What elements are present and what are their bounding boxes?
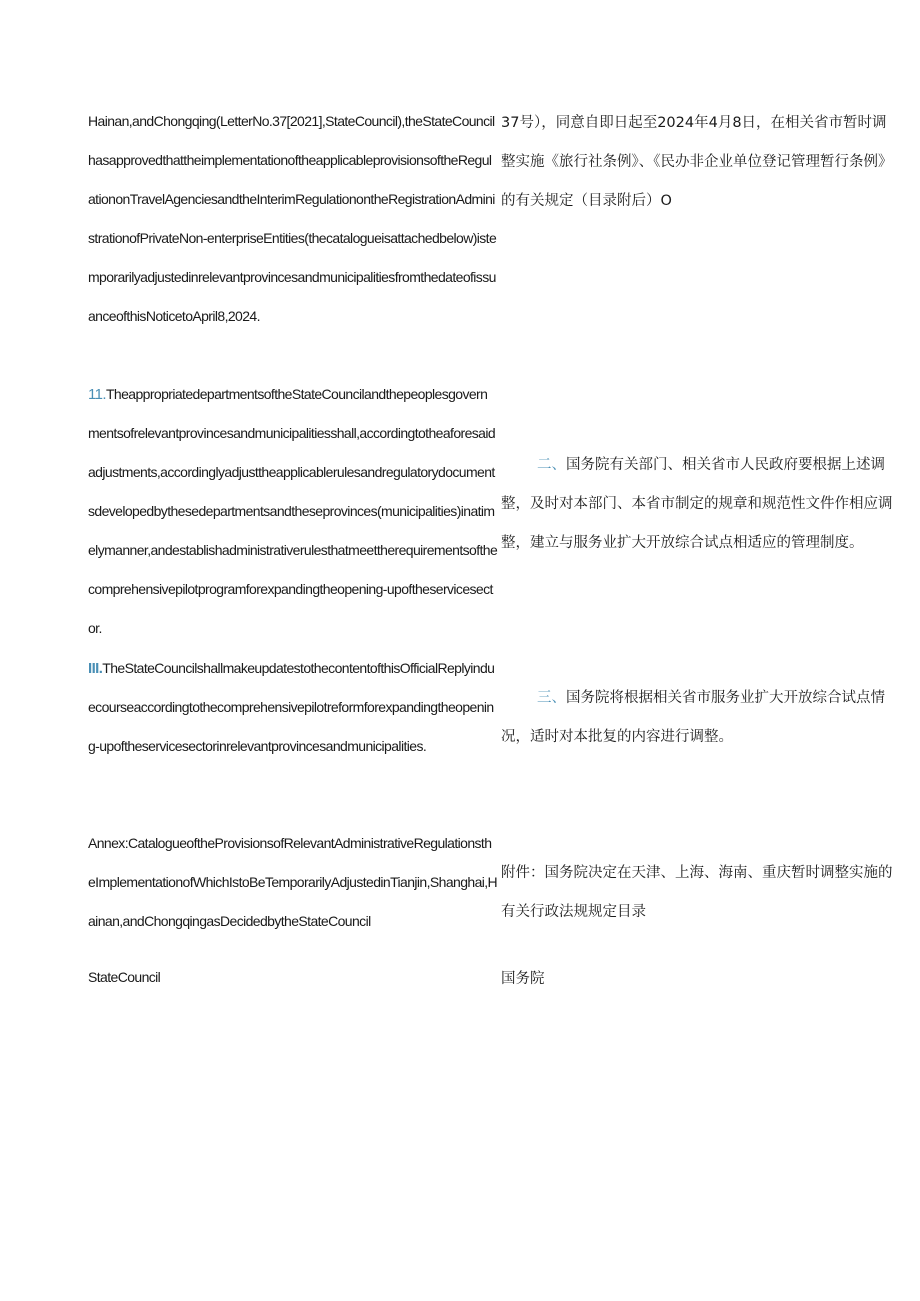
chinese-paragraph-1-text: 37号），同意自即日起至2024年4月8日，在相关省市暂时调整实施《旅行社条例》、《民办非企业单位登记管理暂行条例》的有关规定（目录附后）O [501, 115, 893, 209]
chinese-paragraph-1 [501, 104, 897, 221]
english-paragraph-1 [88, 102, 498, 336]
english-paragraph-1-text: Hainan,andChongqing(LetterNo.37[2021],StateCouncil),theStateCouncilhasapprovedthattheimplementationoftheapplicableprovisionsoftheRegulationonTravelAgenciesandtheInterimRegulationontheRegistrationAdministrationofPrivateNon-enterpriseEntities(thecatalogueisattachedbelow)istemporarilyadjustedinrelevantprovincesandmunicipalitiesfromthedateofissuanceofthisNoticetoApril8,2024. [88, 113, 497, 324]
english-paragraph-2-number: 11. [88, 386, 106, 403]
english-annex-text: Annex:CatalogueoftheProvisionsofRelevantAdministrativeRegulationstheImplementationofWhichIstoBeTemporarilyAdjustedinTianjin,Shanghai,Hainan,andChongqingasDecidedbytheStateCouncil [88, 835, 498, 929]
chinese-signature-text: 国务院 [501, 971, 545, 987]
chinese-annex [501, 854, 897, 932]
english-paragraph-3-text: TheStateCouncilshallmakeupdatestothecontentofthisOfficialReplyinduecourseaccordingtothecomprehensivepilotreformforexpandingtheopening-upoftheservicesectorinrelevantprovincesandmunicipalities. [88, 660, 495, 754]
chinese-paragraph-2-number: 二、 [537, 457, 566, 473]
english-paragraph-3-number: III. [88, 660, 103, 677]
chinese-paragraph-2-text: 国务院有关部门、相关省市人民政府要根据上述调整，及时对本部门、本省市制定的规章和规范性文件作相应调整，建立与服务业扩大开放综合试点相适应的管理制度。 [501, 457, 893, 551]
english-signature [88, 958, 498, 997]
chinese-paragraph-3 [501, 679, 897, 757]
english-paragraph-3 [88, 649, 498, 766]
english-signature-text: StateCouncil [88, 969, 161, 985]
english-annex [88, 824, 498, 941]
chinese-paragraph-3-number: 三、 [537, 690, 566, 706]
chinese-paragraph-3-text: 国务院将根据相关省市服务业扩大开放综合试点情况，适时对本批复的内容进行调整。 [501, 690, 885, 745]
chinese-signature [501, 960, 897, 999]
chinese-paragraph-2 [501, 446, 897, 563]
english-paragraph-2 [88, 375, 498, 648]
chinese-annex-text: 附件：国务院决定在天津、上海、海南、重庆暂时调整实施的有关行政法规规定目录 [501, 865, 893, 920]
english-paragraph-2-text: TheappropriatedepartmentsoftheStateCouncilandthepeoplesgovernmentsofrelevantprovincesandmunicipalitiesshall,accordingtotheaforesaidadjustments,accordinglyadjusttheapplicablerulesandregulatorydocumentsdevelopedbythesedepartmentsandtheseprovinces(municipalities)inatimelymanner,andestablishadministrativerulesthatmeettherequirementsofthecomprehensivepilotprogramforexpandingtheopening-upoftheservicesector. [88, 386, 498, 636]
